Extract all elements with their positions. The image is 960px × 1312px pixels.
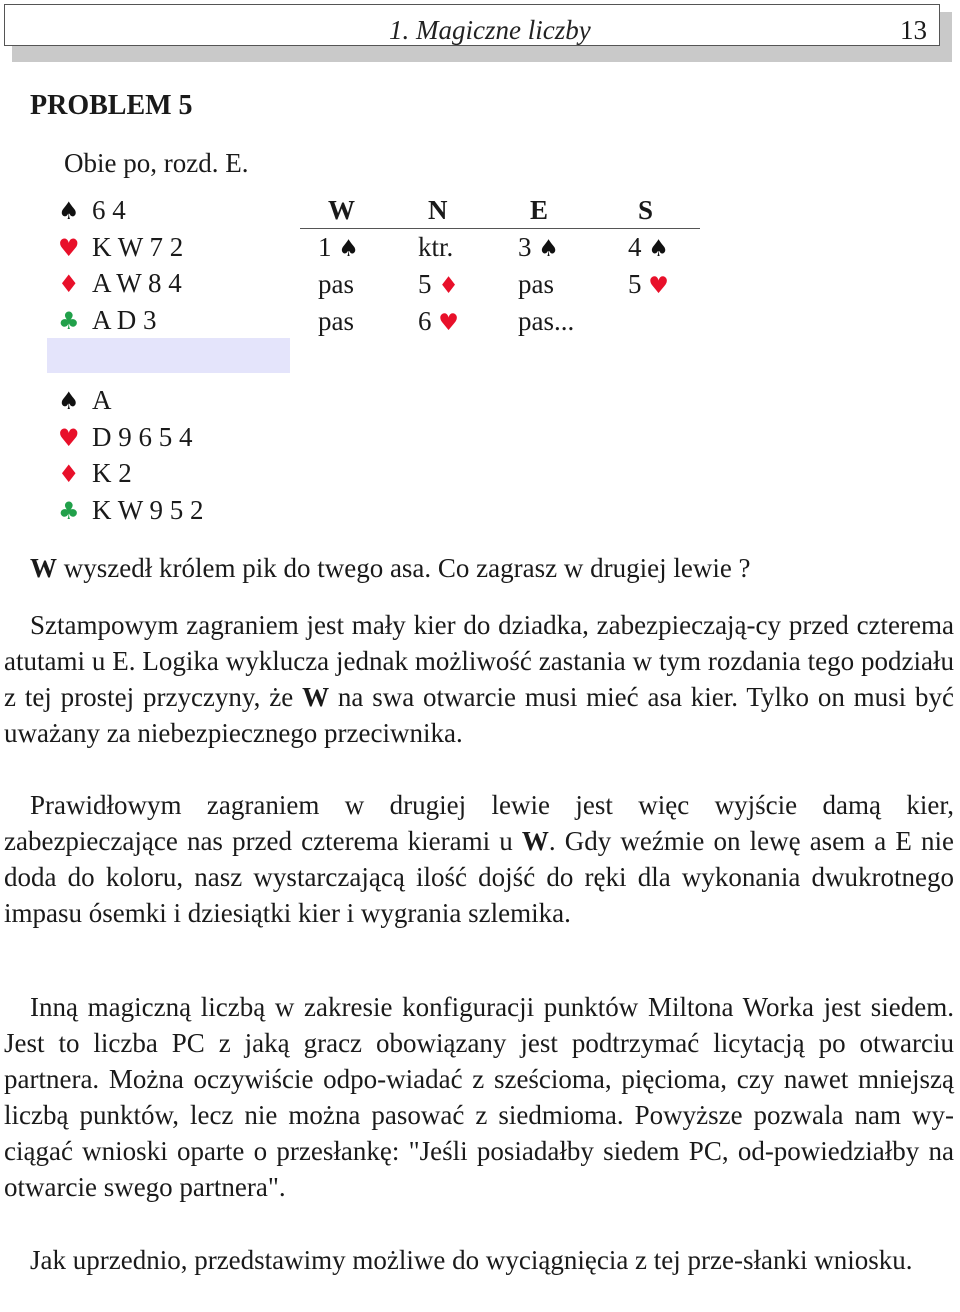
hand-row [58,382,204,419]
spade-icon: ♠ [648,236,669,262]
bid-cell: pas [318,306,354,336]
heart-icon: ♥ [438,310,459,336]
diamond-icon: ♦ [438,273,459,299]
west-label: W [521,826,549,856]
south-hand [58,382,204,528]
diamond-icon: ♦ [58,270,80,298]
spade-icon: ♠ [538,236,559,262]
bidding-row [300,229,700,266]
deal-conditions: Obie po, rozd. E. [64,148,249,178]
bid-cell: pas... [518,306,575,336]
heart-cards: D 9 6 5 4 [92,421,193,452]
hand-row [58,455,204,492]
bidding-row [300,266,700,303]
bid-cell: ktr. [418,232,454,262]
chapter-title: 1. Magiczne liczby [389,15,591,45]
heart-cards: K W 7 2 [92,231,184,262]
hand-row [58,229,183,266]
header-east: E [530,195,549,225]
paragraph-1: Sztampowym zagraniem jest mały kier do dziadka, zabezpieczają-cy przed czterema atutami u E. Logika wyklucza jednak możliwość zastania w tym rozdania tego podziału z tej prostej przyczyny, że W na swa otwarcie musi mieć asa kier. Tylko on musi być uważany za niebezpiecznego przeciwnika. [4,610,954,748]
bid-cell: 1 ♠ [318,232,359,262]
club-icon: ♣ [58,306,80,335]
heart-icon: ♥ [58,423,80,452]
header-south: S [638,195,654,225]
spade-icon: ♠ [58,197,80,225]
north-hand [58,192,183,338]
hand-row [58,492,204,529]
spade-cards: A [92,385,112,415]
hand-row [58,302,183,339]
club-cards: K W 9 5 2 [92,494,204,525]
diamond-cards: A W 8 4 [92,268,182,298]
problem-title: PROBLEM 5 [30,90,193,121]
bid-cell: pas [518,269,554,299]
diamond-icon: ♦ [58,460,80,488]
spade-icon: ♠ [58,387,80,415]
bid-cell: 5 ♦ [418,269,459,299]
bid-cell: 4 ♠ [628,232,669,262]
west-label: W [30,553,57,583]
paragraph-2: Prawidłowym zagraniem w drugiej lewie jest więc wyjście damą kier, zabezpieczające nas przed czterema kierami u W. Gdy weźmie on lewę asem a E nie doda do koloru, nasz wystarczającą ilość dojść do ręki dla wykonania dwukrotnego impasu ósemki i dziesiątki kier i wygrania szlemika. [4,790,955,928]
spade-cards: 6 4 [92,195,126,225]
bid-cell: 6 ♥ [418,306,459,336]
club-icon: ♣ [58,496,80,525]
diamond-cards: K 2 [92,458,132,488]
bidding-table [300,192,700,340]
heart-icon: ♥ [648,273,669,299]
paragraph-4: Jak uprzednio, przedstawimy możliwe do wyciągnięcia z tej prze-słanki wniosku. [30,1245,913,1275]
hand-row [58,419,204,456]
bid-cell: 3 ♠ [518,232,559,262]
hand-row [58,265,183,302]
west-label: W [302,682,330,712]
bidding-header [300,192,700,229]
hand-row [58,192,183,229]
header-north: N [428,195,448,225]
bid-cell: pas [318,269,354,299]
running-header [4,4,940,46]
paragraph-3: Inną magiczną liczbą w zakresie konfiguracji punktów Miltona Worka jest siedem. Jest to liczba PC z jaką gracz obowiązany jest podtrzymać licytacją po otwarciu partnera. Można oczywiście odpo-wiadać z sześcioma, pięcioma, czy nawet mniejszą liczbą punktów, lecz nie można pasować z siedmioma. Powyższe pozwala nam wy-ciągać wnioski oparte o przesłankę: "Jeśli posiadałby siedem PC, od-powiedziałby na otwarcie swego partnera". [4,992,954,1202]
header-west: W [328,195,355,225]
bidding-row [300,303,700,340]
bid-cell: 5 ♥ [628,269,669,299]
heart-icon: ♥ [58,233,80,262]
page-number: 13 [900,15,927,45]
question-text: W wyszedł królem pik do twego asa. Co zagrasz w drugiej lewie ? [30,553,751,583]
shaded-separator [47,338,290,373]
club-cards: A D 3 [92,304,157,335]
spade-icon: ♠ [338,236,359,262]
